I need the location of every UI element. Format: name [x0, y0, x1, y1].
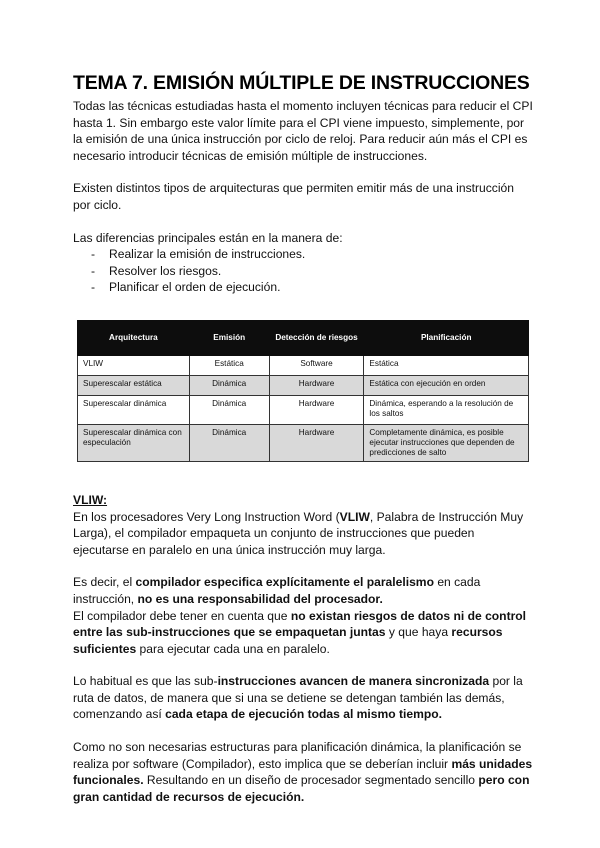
table-cell: Dinámica	[189, 375, 269, 395]
differences-lead: Las diferencias principales están en la manera de:	[73, 230, 343, 245]
table-cell: Superescalar dinámica con especulación	[78, 424, 190, 461]
table-cell: Software	[269, 355, 364, 375]
vliw-paragraph-5: Como no son necesarias estructuras para planificación dinámica, la planificación se realiza por software (Compilador), esto implica que se deberían incluir más unidades funcionales. Resultando en un diseño de procesador segmentado sencillo pero con gran cantidad de recursos de ejecución.	[73, 740, 533, 804]
table-cell: Dinámica, esperando a la resolución de los saltos	[364, 395, 529, 424]
dash-bullet: -	[91, 263, 96, 278]
table-header-cell: Planificación	[364, 320, 529, 355]
table-cell: Completamente dinámica, es posible ejecutar instrucciones que dependen de predicciones de salto	[364, 424, 529, 461]
vliw-heading: VLIW:	[73, 492, 108, 507]
document-page	[73, 72, 533, 805]
vliw-paragraph-4: Lo habitual es que las sub-instrucciones avancen de manera sincronizada por la ruta de datos, de manera que si una se detiene se detengan también las demás, comenzando así cada etapa de ejecución todas al mismo tiempo.	[73, 674, 523, 722]
vliw-paragraph-1: En los procesadores Very Long Instruction Word (VLIW, Palabra de Instrucción Muy Larga), el compilador empaqueta un conjunto de instrucciones que pueden ejecutarse en paralelo en una única instrucción muy larga.	[73, 509, 524, 557]
table-header-cell: Detección de riesgos	[269, 320, 364, 355]
architectures-paragraph: Existen distintos tipos de arquitecturas que permiten emitir más de una instrucción por ciclo.	[73, 181, 514, 212]
table-cell: Superescalar estática	[78, 375, 190, 395]
table-cell: Estática	[364, 355, 529, 375]
intro-paragraph: Todas las técnicas estudiadas hasta el momento incluyen técnicas para reducir el CPI hasta 1. Sin embargo este valor límite para el CPI viene impuesto, simplemente, por la emisión de una única instrucción por ciclo de reloj. Para reducir aún más el CPI es necesario introducir técnicas de emisión múltiple de instrucciones.	[73, 99, 533, 163]
table-cell: Hardware	[269, 375, 364, 395]
list-item: - Resolver los riesgos.	[91, 263, 222, 278]
table-row	[78, 395, 529, 424]
table-cell: VLIW	[78, 355, 190, 375]
table-header-row	[78, 320, 529, 355]
table-row	[78, 424, 529, 461]
table-row	[78, 355, 529, 375]
table-cell: Hardware	[269, 395, 364, 424]
table-cell: Dinámica	[189, 424, 269, 461]
table-cell: Hardware	[269, 424, 364, 461]
dash-bullet: -	[91, 280, 96, 295]
architectures-table	[77, 320, 529, 462]
table-header-cell: Arquitectura	[78, 320, 190, 355]
list-item: - Realizar la emisión de instrucciones.	[91, 247, 306, 262]
vliw-paragraph-3: El compilador debe tener en cuenta que no existan riesgos de datos ni de control entre las sub-instrucciones que se empaquetan juntas y que haya recursos suficientes para ejecutar cada una en paralelo.	[73, 608, 527, 656]
table-row	[78, 375, 529, 395]
table-cell: Superescalar dinámica	[78, 395, 190, 424]
table-cell: Dinámica	[189, 395, 269, 424]
table-cell: Estática	[189, 355, 269, 375]
dash-bullet: -	[91, 247, 96, 262]
differences-list	[73, 246, 533, 296]
list-item: - Planificar el orden de ejecución.	[91, 280, 281, 295]
vliw-paragraph-2: Es decir, el compilador especifica explícitamente el paralelismo en cada instrucción, no es una responsabilidad del procesador.	[73, 575, 481, 606]
page-title: TEMA 7. EMISIÓN MÚLTIPLE DE INSTRUCCIONES	[73, 72, 530, 94]
table-cell: Estática con ejecución en orden	[364, 375, 529, 395]
table-header-cell: Emisión	[189, 320, 269, 355]
